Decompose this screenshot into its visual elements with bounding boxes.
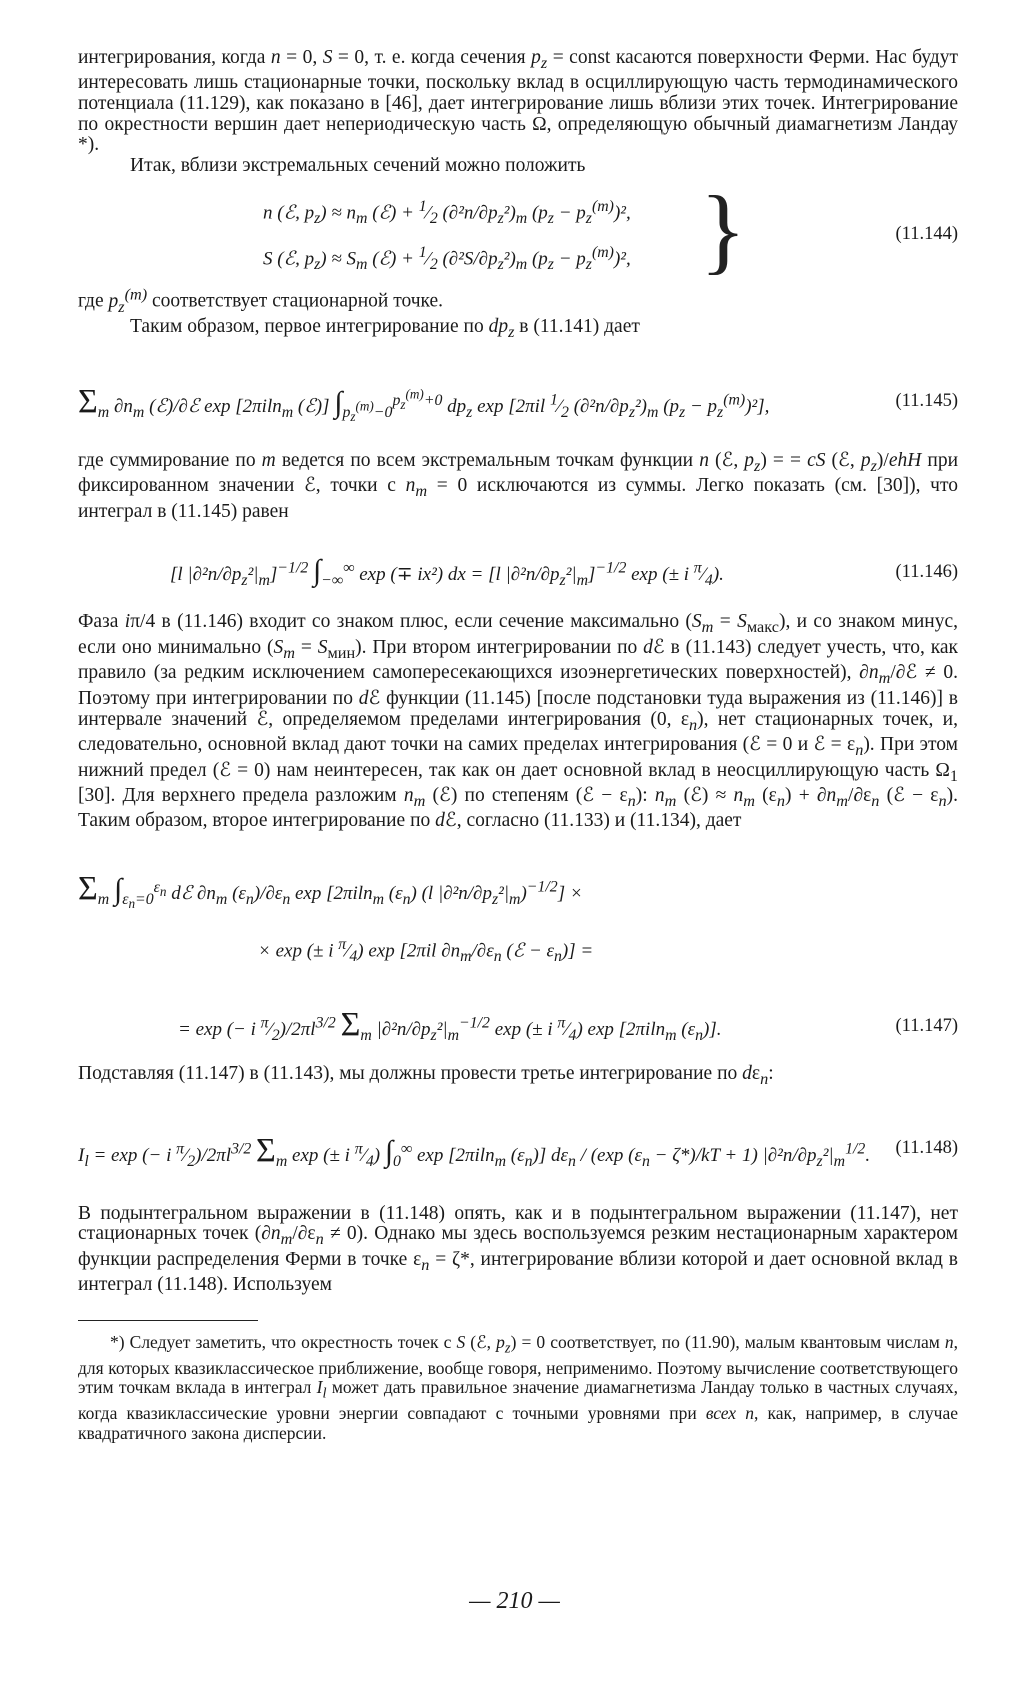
eq-11-148-expression: $I_l = \exp$ (− i $^\pi⁄_2)/2\pi l^{3/2}$ $\Sigma_m$ exp (± i $^\pi⁄_4$) $\int_0^\infty$ exp [2πiln$_m$ $(\varepsilon_n)$] $d\varepsilon_n / (\exp$ $(\varepsilon_n - \zeta*)/kT + 1$) $|\partial^2n/\partial p_z^2|_m^{1/2}$. <box>78 1131 871 1170</box>
equation-11-144 <box>78 176 958 284</box>
eq-11-144-line-2: S (ℰ, $p_z) \approx S_m$ (ℰ) + $^1⁄_2$ $(\partial^2S/\partial p_z^2)_m$ $(p_z - p_z^{(m)})^2$, <box>263 244 631 274</box>
equation-11-146 <box>78 522 958 612</box>
equation-number: (11.147) <box>895 1016 958 1037</box>
page-body <box>78 48 958 1443</box>
paragraph-3: где $p_z^{(m)}$ соответствует стационарной точке. <box>78 285 444 316</box>
equation-number: (11.148) <box>895 1137 958 1158</box>
eq-11-147-line-3: = exp (− i $^\pi⁄_2)/2\pi l^{3/2}$ $\Sigma_m$ $|\partial^2n/\partial p_z^2|_m^{-1/2}$ exp (± i $^\pi⁄_4$) exp [2πiln$_m$ $(\varepsilon_n)$]. <box>178 1006 722 1044</box>
page-number: — 210 — <box>469 1588 560 1614</box>
equation-number: (11.145) <box>895 390 958 411</box>
equation-number: (11.144) <box>895 224 958 245</box>
eq-11-145-expression: $\Sigma_m$ $\partial n_m$ (ℰ)/∂ℰ exp [2πiln$_m$ (ℰ)] $\int_{p_z^{(m)}-0}^{p_z^{(m)}+0}$ $dp_z$ exp [2πil $^1⁄_2$ $(\partial^2n/\partial p_z^2)_m$ $(p_z - p_z^{(m)})^2$], <box>78 382 770 424</box>
equation-number: (11.146) <box>895 562 958 583</box>
paragraph-8: В подынтегральном выражении в (11.148) опять, как и в подынтегральном выражении (11.147), нет стационарных точек $(\partial n_m/\partial\varepsilon_n \ne 0)$. Однако мы здесь воспользуемся резким нестационарным характером функции распределения Ферми в точке $\varepsilon_n = \zeta*$, интегрирование вблизи которой и дает основной вклад в интеграл (11.148). Используем <box>78 1202 958 1296</box>
eq-11-147-line-1: $\Sigma_m$ $\int_{\varepsilon_n=0}^{\varepsilon_n}$ dℰ $\partial n_m$ $(\varepsilon_n)/\partial\varepsilon_n$ exp [2πiln$_m$ $(\varepsilon_n)$ (l $|\partial^2n/\partial p_z^2|_m)^{-1/2}$] × <box>78 870 583 912</box>
paragraph-5: где суммирование по m ведется по всем экстремальным точкам функции n (ℰ, $p_z$) = = cS (ℰ, $p_z$)/ehH при фиксированном значении ℰ, точки с $n_m = 0$ исключаются из суммы. Легко показать (см. [30]), что интеграл в (11.145) равен <box>78 449 959 522</box>
curly-brace: } <box>700 176 747 284</box>
paragraph-7: Подставляя (11.147) в (11.143), мы должны провести третье интегрирование по $d\varepsilon_n$: <box>78 1063 774 1088</box>
equation-11-148 <box>78 1090 958 1204</box>
eq-11-146-expression: [l $|\partial^2n/\partial p_z^2|_m]^{-1/2}$ $\int_{-\infty}^\infty$ exp (∓ ix²) dx = [l $|\partial^2n/\partial p_z^2|_m]^{-1/2}$ exp (± i $^\pi⁄_4$). <box>170 554 724 590</box>
equation-11-145 <box>78 343 958 451</box>
paragraph-1: интегрирования, когда n = 0, S = 0, т. е. когда сечения $p_z$ = const касаются поверхности Ферми. Нас будут интересовать лишь стационарные точки, поскольку вклад в осциллирующую часть термодинамического потенциала (11.129), как показано в [46], дает интегрирование лишь вблизи этих точек. Интегрирование по окрестности вершин дает непериодическую часть Ω, определяющую обычный диамагнетизм Ландау *). <box>78 47 958 156</box>
eq-11-147-line-2: × exp (± i $^\pi⁄_4$) exp [2πil $\partial n_m/\partial\varepsilon_n$ (ℰ − $\varepsilon_n$)] = <box>258 936 594 966</box>
footnote: *) Следует заметить, что окрестность точек с S (ℰ, $p_z) = 0$ соответствует, по (11.90), малым квантовым числам n, для которых квазиклассическое приближение, вообще говоря, неприменимо. Поэтому вычисление соответствующего этим точкам вклада в интеграл $I_l$ может дать правильное значение диамагнетизма Ландау только в частных случаях, когда квазиклассические уровни энергии совпадают с точными уровнями при всех n, как, например, в случае квадратичного закона дисперсии. <box>78 1331 959 1443</box>
paragraph-6: Фаза iπ/4 в (11.146) входит со знаком плюс, если сечение максимально $(S_m = S_{макс})$, и со знаком минус, если оно минимально $(S_m = S_{мин})$. При втором интегрировании по dℰ в (11.143) следует учесть, что, как правило (за редким исключением самопересекающихся изоэнергетических поверхностей), $\partial n_m/\partial ℰ \ne 0$. Поэтому при интегрировании по dℰ функции (11.145) [после подстановки туда выражения из (11.146)] в интервале значений ℰ, определяемом пределами интегрирования (0, $\varepsilon_n$), нет стационарных точек, и, следовательно, основной вклад дают точки на самих пределах интегрирования (ℰ = 0 и ℰ = $\varepsilon_n$). При этом нижний предел (ℰ = 0) нам неинтересен, так как он дает основной вклад в неосциллирующую часть $\Omega_1$ [30]. Для верхнего предела разложим $n_m$ (ℰ) по степеням (ℰ − $\varepsilon_n$): $n_m$ (ℰ) ≈ $n_m$ $(\varepsilon_n) + \partial n_m/\partial\varepsilon_n$ (ℰ − $\varepsilon_n$). Таким образом, второе интегрирование по dℰ, согласно (11.133) и (11.134), дает <box>78 611 959 832</box>
equation-11-147 <box>78 832 958 1064</box>
paragraph-4: Таким образом, первое интегрирование по $dp_z$ в (11.141) дает <box>130 316 640 342</box>
eq-11-144-line-1: n (ℰ, $p_z) \approx n_m$ (ℰ) + $^1⁄_2$ $(\partial^2n/\partial p_z^2)_m$ $(p_z - p_z^{(m)})^2$, <box>263 198 631 228</box>
paragraph-2: Итак, вблизи экстремальных сечений можно положить <box>130 154 586 176</box>
